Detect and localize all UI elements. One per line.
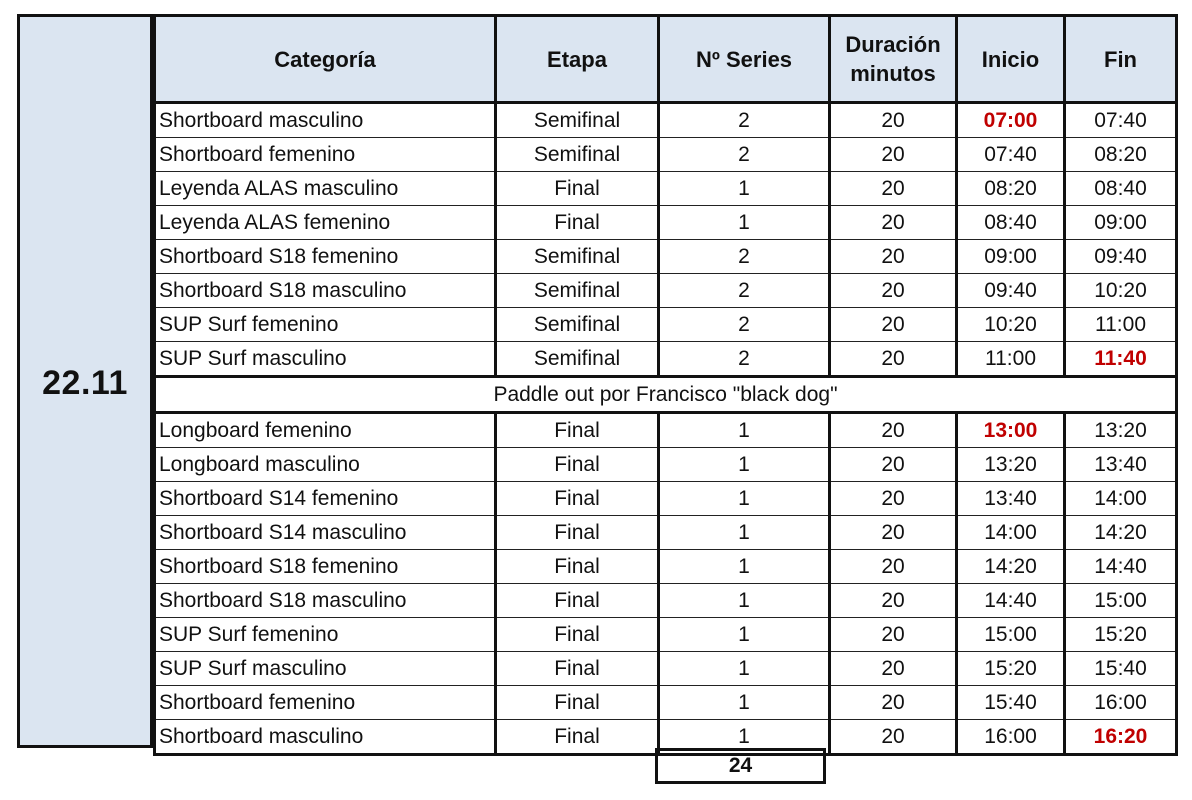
cell-series: 1 [659, 448, 830, 482]
cell-duracion: 20 [830, 342, 957, 377]
header-duracion-line2: minutos [850, 61, 936, 86]
cell-fin: 07:40 [1065, 103, 1177, 138]
cell-fin: 08:40 [1065, 172, 1177, 206]
table-row [155, 342, 1177, 377]
table-row [155, 516, 1177, 550]
cell-fin: 13:40 [1065, 448, 1177, 482]
schedule-body [155, 103, 1177, 755]
cell-series: 2 [659, 274, 830, 308]
cell-duracion: 20 [830, 240, 957, 274]
cell-categoria: Shortboard S14 masculino [155, 516, 496, 550]
header-categoria: Categoría [155, 16, 496, 103]
note-row [155, 377, 1177, 413]
cell-duracion: 20 [830, 274, 957, 308]
cell-duracion: 20 [830, 206, 957, 240]
cell-duracion: 20 [830, 584, 957, 618]
cell-series: 2 [659, 240, 830, 274]
cell-categoria: Longboard femenino [155, 413, 496, 448]
cell-duracion: 20 [830, 138, 957, 172]
total-series: 24 [655, 748, 826, 784]
cell-categoria: Leyenda ALAS femenino [155, 206, 496, 240]
cell-inicio: 09:00 [957, 240, 1065, 274]
cell-categoria: Shortboard S18 masculino [155, 274, 496, 308]
cell-series: 1 [659, 172, 830, 206]
cell-duracion: 20 [830, 413, 957, 448]
cell-inicio: 15:20 [957, 652, 1065, 686]
cell-series: 1 [659, 413, 830, 448]
day-label: 22.11 [42, 363, 128, 402]
cell-inicio: 13:20 [957, 448, 1065, 482]
cell-categoria: SUP Surf masculino [155, 652, 496, 686]
table-row [155, 413, 1177, 448]
cell-inicio: 13:00 [957, 413, 1065, 448]
table-row [155, 240, 1177, 274]
cell-etapa: Semifinal [496, 138, 659, 172]
cell-inicio: 11:00 [957, 342, 1065, 377]
cell-etapa: Final [496, 584, 659, 618]
table-row [155, 652, 1177, 686]
cell-fin: 13:20 [1065, 413, 1177, 448]
cell-etapa: Final [496, 413, 659, 448]
cell-series: 1 [659, 686, 830, 720]
cell-series: 1 [659, 206, 830, 240]
cell-duracion: 20 [830, 172, 957, 206]
table-row [155, 103, 1177, 138]
cell-categoria: Shortboard S18 femenino [155, 550, 496, 584]
cell-series: 1 [659, 720, 830, 755]
cell-categoria: SUP Surf masculino [155, 342, 496, 377]
cell-series: 1 [659, 584, 830, 618]
table-row [155, 584, 1177, 618]
cell-duracion: 20 [830, 448, 957, 482]
cell-categoria: SUP Surf femenino [155, 618, 496, 652]
cell-categoria: Shortboard femenino [155, 138, 496, 172]
cell-inicio: 09:40 [957, 274, 1065, 308]
cell-etapa: Final [496, 550, 659, 584]
cell-etapa: Final [496, 686, 659, 720]
cell-fin: 15:20 [1065, 618, 1177, 652]
cell-duracion: 20 [830, 516, 957, 550]
cell-duracion: 20 [830, 103, 957, 138]
table-row [155, 206, 1177, 240]
cell-inicio: 14:40 [957, 584, 1065, 618]
cell-series: 1 [659, 516, 830, 550]
cell-categoria: Shortboard S18 femenino [155, 240, 496, 274]
cell-duracion: 20 [830, 550, 957, 584]
table-row [155, 618, 1177, 652]
header-row [155, 16, 1177, 103]
cell-inicio: 16:00 [957, 720, 1065, 755]
table-row [155, 686, 1177, 720]
cell-etapa: Final [496, 618, 659, 652]
cell-fin: 15:40 [1065, 652, 1177, 686]
cell-fin: 11:00 [1065, 308, 1177, 342]
cell-categoria: SUP Surf femenino [155, 308, 496, 342]
cell-fin: 09:40 [1065, 240, 1177, 274]
day-cell [17, 14, 153, 748]
cell-etapa: Final [496, 720, 659, 755]
cell-series: 2 [659, 308, 830, 342]
cell-inicio: 14:20 [957, 550, 1065, 584]
cell-categoria: Shortboard masculino [155, 103, 496, 138]
cell-fin: 08:20 [1065, 138, 1177, 172]
cell-etapa: Final [496, 206, 659, 240]
table-row [155, 274, 1177, 308]
cell-inicio: 07:40 [957, 138, 1065, 172]
header-inicio: Inicio [957, 16, 1065, 103]
schedule-table [153, 14, 1178, 756]
cell-categoria: Shortboard femenino [155, 686, 496, 720]
header-duracion [830, 16, 957, 103]
cell-fin: 15:00 [1065, 584, 1177, 618]
cell-duracion: 20 [830, 686, 957, 720]
cell-categoria: Shortboard masculino [155, 720, 496, 755]
cell-duracion: 20 [830, 720, 957, 755]
cell-etapa: Semifinal [496, 274, 659, 308]
cell-etapa: Semifinal [496, 308, 659, 342]
cell-inicio: 07:00 [957, 103, 1065, 138]
cell-duracion: 20 [830, 482, 957, 516]
cell-series: 1 [659, 618, 830, 652]
cell-series: 1 [659, 550, 830, 584]
cell-series: 1 [659, 652, 830, 686]
cell-fin: 14:40 [1065, 550, 1177, 584]
cell-etapa: Final [496, 652, 659, 686]
cell-series: 2 [659, 103, 830, 138]
cell-categoria: Longboard masculino [155, 448, 496, 482]
cell-etapa: Final [496, 172, 659, 206]
table-row [155, 482, 1177, 516]
table-row [155, 138, 1177, 172]
cell-duracion: 20 [830, 618, 957, 652]
cell-inicio: 10:20 [957, 308, 1065, 342]
cell-inicio: 15:00 [957, 618, 1065, 652]
cell-inicio: 14:00 [957, 516, 1065, 550]
header-duracion-line1: Duración [845, 32, 941, 57]
header-fin: Fin [1065, 16, 1177, 103]
cell-categoria: Leyenda ALAS masculino [155, 172, 496, 206]
cell-fin: 16:20 [1065, 720, 1177, 755]
cell-etapa: Semifinal [496, 240, 659, 274]
cell-categoria: Shortboard S14 femenino [155, 482, 496, 516]
cell-duracion: 20 [830, 652, 957, 686]
cell-categoria: Shortboard S18 masculino [155, 584, 496, 618]
header-series: Nº Series [659, 16, 830, 103]
table-row [155, 172, 1177, 206]
cell-series: 2 [659, 138, 830, 172]
table-row [155, 308, 1177, 342]
header-etapa: Etapa [496, 16, 659, 103]
cell-series: 2 [659, 342, 830, 377]
note-text: Paddle out por Francisco "black dog" [155, 377, 1177, 413]
cell-etapa: Final [496, 448, 659, 482]
cell-etapa: Final [496, 482, 659, 516]
cell-inicio: 13:40 [957, 482, 1065, 516]
cell-etapa: Semifinal [496, 342, 659, 377]
cell-fin: 10:20 [1065, 274, 1177, 308]
table-row [155, 448, 1177, 482]
cell-inicio: 08:20 [957, 172, 1065, 206]
cell-fin: 11:40 [1065, 342, 1177, 377]
cell-etapa: Semifinal [496, 103, 659, 138]
cell-inicio: 15:40 [957, 686, 1065, 720]
cell-inicio: 08:40 [957, 206, 1065, 240]
cell-fin: 14:20 [1065, 516, 1177, 550]
cell-fin: 14:00 [1065, 482, 1177, 516]
cell-duracion: 20 [830, 308, 957, 342]
cell-fin: 09:00 [1065, 206, 1177, 240]
table-row [155, 550, 1177, 584]
cell-fin: 16:00 [1065, 686, 1177, 720]
cell-etapa: Final [496, 516, 659, 550]
cell-series: 1 [659, 482, 830, 516]
